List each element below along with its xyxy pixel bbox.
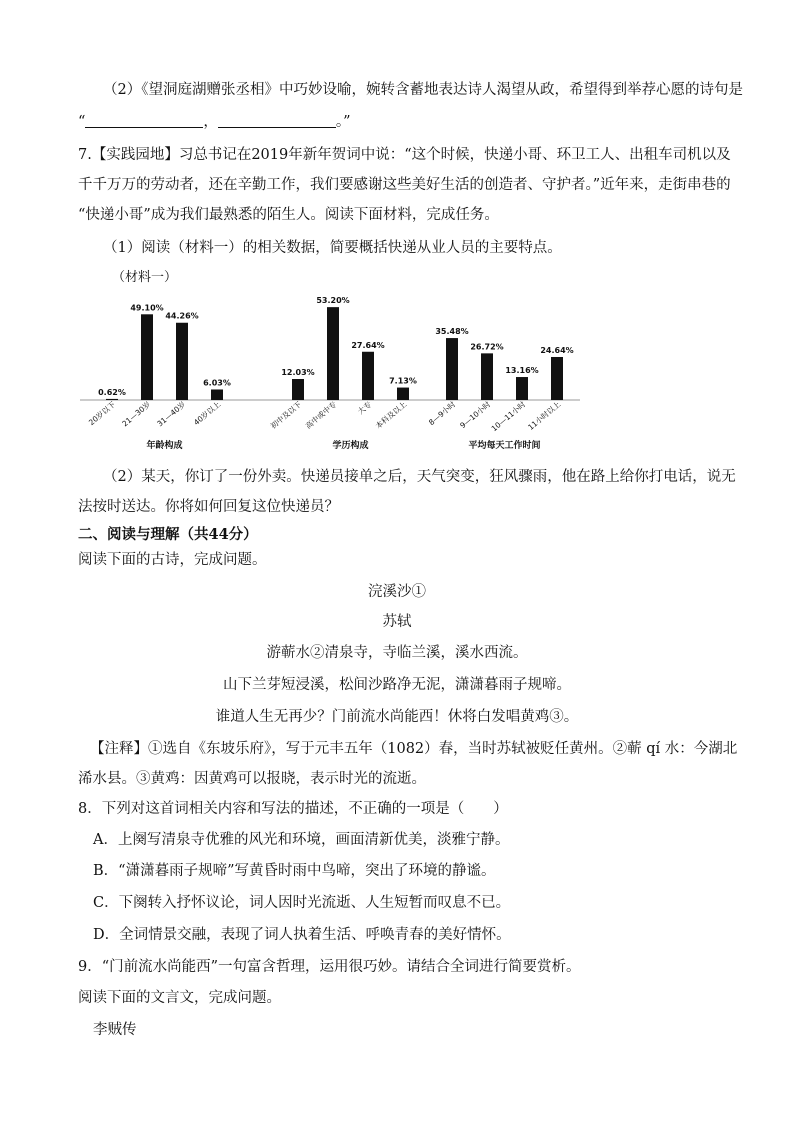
category-label-1-2: 21—30岁 — [120, 399, 153, 429]
bar-3-2 — [481, 353, 493, 400]
q6-part2-text: （2）《望洞庭湖赠张丞相》中巧妙设喻，婉转含蓄地表达诗人渴望从政，希望得到举荐心愿的诗句是 — [103, 82, 743, 98]
data-label-1-2: 49.10% — [130, 303, 164, 313]
bar-2-2 — [327, 307, 339, 400]
data-label-3-4: 24.64% — [540, 345, 574, 355]
bar-3-1 — [446, 338, 458, 400]
bar-1-4 — [211, 389, 223, 400]
answer-blank-2[interactable] — [218, 113, 336, 128]
data-label-1-4: 6.03% — [203, 378, 231, 388]
material-bar-chart — [80, 296, 620, 456]
q7-line3: “快递小哥”成为我们最熟悉的陌生人。阅读下面材料，完成任务。 — [78, 207, 499, 223]
notes-line2: 浠水县。③黄鸡：因黄鸡可以报晓，表示时光的流逝。 — [78, 771, 426, 787]
bar-2-1 — [292, 379, 304, 400]
q7-line2: 千千万万的劳动者，还在辛勤工作，我们要感谢这些美好生活的创造者、守护者。”近年来，走街串巷的 — [78, 177, 731, 193]
poem-line-2: 山下兰芽短浸溪，松间沙路净无泥，潇潇暮雨子规啼。 — [223, 677, 571, 693]
group-title-1: 年龄构成 — [146, 441, 183, 451]
open-quote: “ — [78, 114, 86, 130]
q9-stem: 9．“门前流水尚能西”一句富含哲理，运用很巧妙。请结合全词进行简要赏析。 — [78, 959, 581, 975]
category-label-2-3: 大专 — [356, 399, 374, 417]
poem-author: 苏轼 — [382, 614, 412, 630]
poem-line-3: 谁道人生无再少？门前流水尚能西！休将白发唱黄鸡③。 — [215, 709, 579, 725]
data-label-2-2: 53.20% — [316, 296, 350, 306]
section2-heading: 二、阅读与理解（共44分） — [78, 526, 258, 543]
poem-line-1: 游蕲水②清泉寺，寺临兰溪，溪水西流。 — [266, 645, 528, 661]
q8-option-a[interactable]: A．上阕写清泉寺优雅的风光和环境，画面清新优美，淡雅宁静。 — [93, 832, 510, 848]
material-label: （材料一） — [112, 270, 178, 285]
data-label-3-1: 35.48% — [435, 327, 469, 337]
data-label-3-2: 26.72% — [470, 342, 504, 352]
answer-blank-1[interactable] — [85, 113, 203, 128]
data-label-1-3: 44.26% — [165, 311, 199, 321]
category-label-2-1: 初中及以下 — [268, 399, 304, 431]
q7-part2-line2: 法按时送达。你将如何回复这位快递员？ — [78, 499, 339, 515]
category-label-3-3: 10—11小时 — [489, 399, 528, 434]
category-label-3-1: 8—9小时 — [426, 399, 458, 428]
q8-option-d[interactable]: D．全词情景交融，表现了词人执着生活、呼唤青春的美好情怀。 — [93, 927, 511, 943]
classical-intro: 阅读下面的文言文，完成问题。 — [78, 990, 281, 1006]
category-label-1-4: 40岁以上 — [191, 399, 223, 428]
bar-3-3 — [516, 377, 528, 400]
notes-line1: 【注释】①选自《东坡乐府》，写于元丰五年（1082）春，当时苏轼被贬任黄州。②蕲 qí 水：今湖北 — [90, 741, 738, 757]
q8-option-c[interactable]: C．下阕转入抒怀议论，词人因时光流逝、人生短暂而叹息不已。 — [93, 895, 511, 911]
category-label-3-2: 9—10小时 — [458, 399, 493, 431]
poem-title: 浣溪沙① — [368, 584, 426, 600]
category-label-2-2: 高中或中专 — [303, 399, 339, 431]
bar-2-4 — [397, 388, 409, 400]
data-label-3-3: 13.16% — [505, 366, 539, 376]
close-quote: 。” — [335, 114, 351, 130]
category-label-3-4: 11小时以上 — [526, 399, 563, 432]
bar-1-3 — [176, 323, 188, 400]
group-title-2: 学历构成 — [332, 441, 369, 451]
bar-1-2 — [141, 314, 153, 400]
classical-title: 李贼传 — [93, 1022, 137, 1038]
bar-2-3 — [362, 352, 374, 400]
q8-option-b[interactable]: B．“潇潇暮雨子规啼”写黄昏时雨中鸟啼，突出了环境的静谧。 — [93, 863, 496, 879]
category-label-1-1: 20岁以下 — [86, 399, 118, 428]
bar-3-4 — [551, 357, 563, 400]
bar-1-1 — [106, 399, 118, 400]
group-title-3: 平均每天工作时间 — [468, 441, 541, 451]
q7-part2-line1: （2）某天，你订了一份外卖。快递员接单之后，天气突变，狂风骤雨，他在路上给你打电话，说无 — [103, 469, 736, 485]
section2-intro: 阅读下面的古诗，完成问题。 — [78, 552, 267, 568]
comma: ， — [203, 114, 218, 130]
data-label-1-1: 0.62% — [98, 387, 126, 397]
q7-line1: 7.【实践园地】习总书记在2019年新年贺词中说：“这个时候，快递小哥、环卫工人、出租车司机以及 — [78, 147, 731, 163]
q6-answer-line — [78, 112, 351, 132]
q8-stem: 8．下列对这首词相关内容和写法的描述，不正确的一项是（ ） — [78, 801, 508, 817]
q7-part1: （1）阅读（材料一）的相关数据，简要概括快递从业人员的主要特点。 — [103, 240, 562, 256]
data-label-2-3: 27.64% — [351, 340, 385, 350]
category-label-2-4: 本科及以上 — [373, 399, 409, 431]
category-label-1-3: 31—40岁 — [155, 399, 188, 429]
data-label-2-1: 12.03% — [281, 368, 315, 378]
data-label-2-4: 7.13% — [389, 376, 417, 386]
